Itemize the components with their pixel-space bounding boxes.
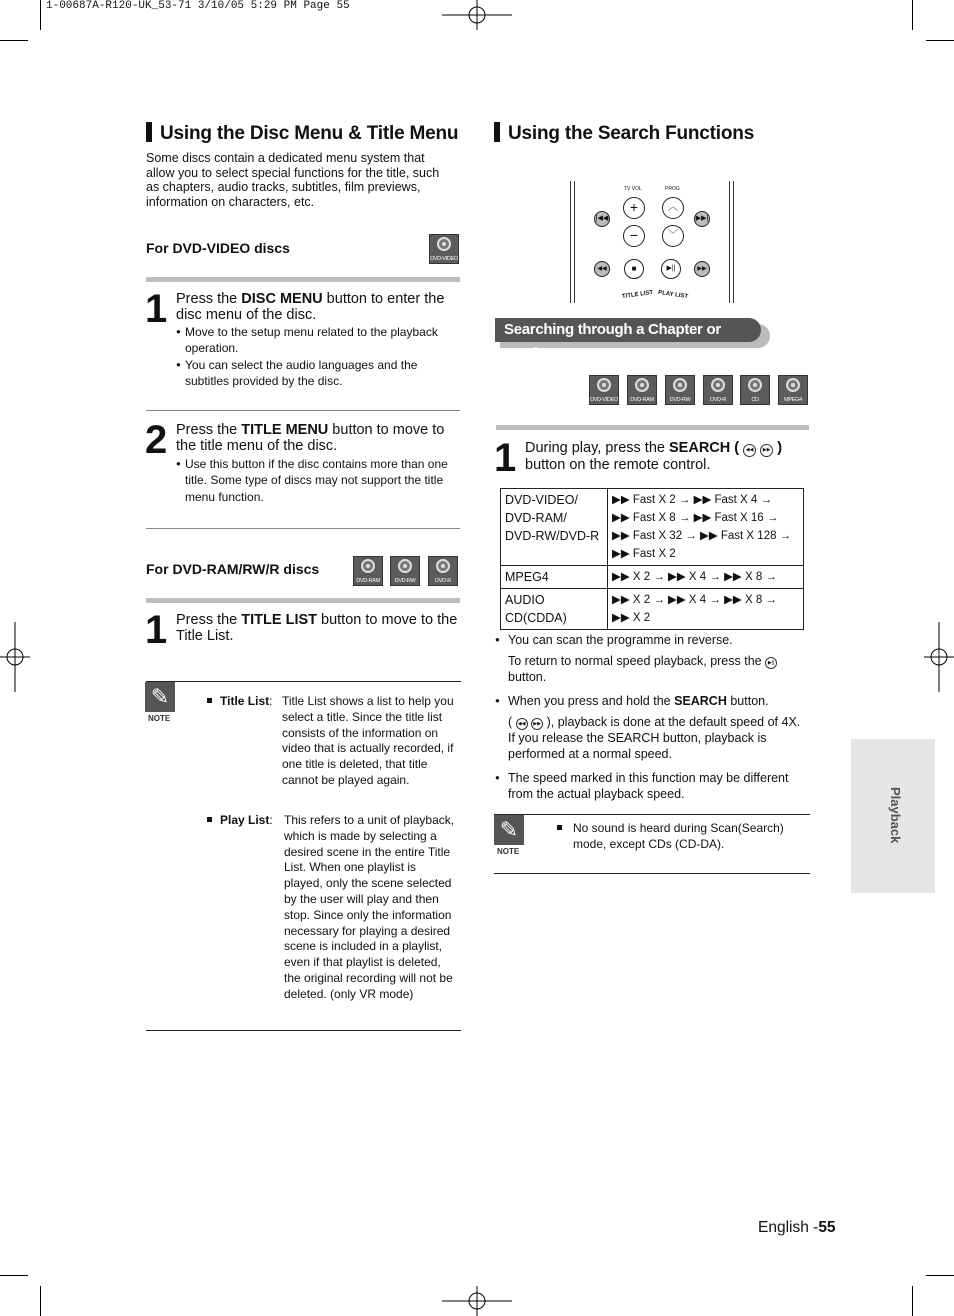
banner-search-chapter: Searching through a Chapter or Track [495, 318, 761, 342]
note-label: NOTE [148, 714, 171, 723]
crop-mark [912, 0, 913, 30]
dvd-ram-disc-icon: DVD-RAM [627, 375, 657, 405]
chevron-up-icon: ︿ [662, 197, 684, 219]
bullet-hold-search: ● When you press and hold the SEARCH button. [495, 694, 769, 708]
chevron-down-icon: ﹀ [662, 225, 684, 247]
divider [146, 1030, 461, 1031]
section-title-disc-menu: Using the Disc Menu & Title Menu [146, 122, 458, 145]
registration-mark [924, 622, 954, 692]
search-forward-icon: ▶▶ [760, 444, 773, 457]
step-text-search: During play, press the SEARCH ( ◀◀ ▶▶ ) button on the remote control. [525, 440, 783, 473]
dvd-ram-disc-icon: DVD-RAM [353, 556, 383, 586]
crop-mark [0, 1275, 28, 1276]
crop-mark [40, 0, 41, 30]
divider [146, 410, 460, 411]
cd-disc-icon: CD [740, 375, 770, 405]
divider [494, 814, 810, 815]
dvd-video-heading: For DVD-VIDEO discs [146, 240, 290, 256]
crop-mark [40, 1286, 41, 1316]
step-bullets [176, 456, 458, 505]
fast-forward-icon: ▶▶ [694, 261, 710, 277]
page-footer: English -55 [758, 1219, 836, 1236]
step-number: 2 [145, 418, 166, 462]
bullet-default-speed: ( ◀◀ ▶▶ ), playback is done at the default speed of 4X. If you release the SEARCH button, playback is performed at a normal speed. [508, 715, 801, 761]
play-list-label: PLAY LIST [657, 289, 689, 301]
search-forward-icon: ▶▶ [531, 718, 543, 730]
divider [494, 873, 810, 874]
crop-mark [926, 40, 954, 41]
step-text-title-list: Press the TITLE LIST button to move to the Title List. [176, 612, 458, 644]
search-back-icon: ◀◀ [516, 718, 528, 730]
divider [146, 528, 460, 529]
divider [496, 425, 809, 430]
skip-forward-icon: ▶▶| [694, 211, 710, 227]
dvd-rw-disc-icon: DVD-RW [665, 375, 695, 405]
step-bullets [176, 324, 458, 389]
side-tab-label-wrap [885, 787, 905, 867]
crop-mark [926, 1275, 954, 1276]
speed-cell: ▶▶ Fast X 2 → ▶▶ Fast X 4 → ▶▶ Fast X 8 → ▶▶ Fast X 16 → ▶▶ Fast X 32 → ▶▶ Fast X 128 → ▶▶ Fast X 2 [608, 489, 804, 566]
crop-mark [0, 40, 28, 41]
media-cell: DVD-VIDEO/ DVD-RAM/ DVD-RW/DVD-R [501, 489, 608, 566]
remote-control-illustration [570, 181, 734, 303]
dvd-rw-disc-icon: DVD-RW [390, 556, 420, 586]
registration-mark [442, 1286, 512, 1316]
search-speed-table [500, 488, 804, 630]
dvd-video-disc-icon: DVD-VIDEO [429, 234, 459, 264]
media-cell: MPEG4 [501, 566, 608, 589]
section-title-search: Using the Search Functions [494, 122, 754, 145]
plus-icon: + [623, 197, 645, 219]
step-number: 1 [145, 287, 166, 331]
intro-text: Some discs contain a dedicated menu system that allow you to select special functions for the title, such as chapters, audio tracks, subtitles, film previews, information on characters, etc. [146, 151, 440, 209]
note-label: NOTE [497, 847, 520, 856]
table-row [501, 566, 804, 589]
rewind-icon: ◀◀ [594, 261, 610, 277]
bullet-speed-difference: ● The speed marked in this function may be different from the actual playback speed. [495, 771, 789, 801]
prog-label: PROG [665, 186, 680, 192]
bullet-normal-speed: To return to normal speed playback, press the ▶|| button. [508, 653, 798, 685]
note-item-title-list: Title List: Title List shows a list to help you select a title. Since the title list consists of the information on video that is actually recorded, if one title is deleted, that title cannot be played again. [207, 694, 457, 789]
step-text-title-menu: Press the TITLE MENU button to move to the title menu of the disc. [176, 422, 445, 454]
dvd-r-disc-icon: DVD-R [428, 556, 458, 586]
speed-cell: ▶▶ X 2 → ▶▶ X 4 → ▶▶ X 8 → ▶▶ X 2 [608, 589, 804, 630]
note-pencil-icon: ✎ [494, 815, 524, 845]
media-cell: AUDIO CD(CDDA) [501, 589, 608, 630]
divider [146, 598, 460, 603]
dvd-ram-heading: For DVD-RAM/RW/R discs [146, 561, 320, 577]
divider [146, 277, 460, 282]
side-tab [851, 739, 935, 893]
bullet-scan-reverse: ● You can scan the programme in reverse. [495, 633, 733, 647]
step-number: 1 [145, 608, 166, 652]
divider [146, 681, 461, 682]
search-back-icon: ◀◀ [743, 444, 756, 457]
side-tab-label: Playback [888, 787, 903, 844]
table-row [501, 489, 804, 566]
stop-icon: ■ [624, 259, 644, 279]
dvd-video-disc-icon: DVD-VIDEO [589, 375, 619, 405]
table-row [501, 589, 804, 630]
registration-mark [0, 622, 30, 692]
print-slug: 1-00687A-R120-UK_53-71 3/10/05 5:29 PM Page 55 [46, 0, 350, 12]
bullet-item: ● Use this button if the disc contains more than one title. Some type of discs may not support the title menu function. [176, 456, 458, 505]
step-number: 1 [494, 436, 515, 480]
play-pause-icon: ▶|| [661, 259, 681, 279]
minus-icon: − [623, 225, 645, 247]
bullet-item: ● You can select the audio languages and the subtitles provided by the disc. [176, 357, 458, 390]
play-icon: ▶|| [765, 657, 777, 669]
mpeg4-disc-icon: MPEG4 [778, 375, 808, 405]
step-text-disc-menu: Press the DISC MENU button to enter the disc menu of the disc. [176, 291, 445, 323]
registration-mark [442, 0, 512, 30]
note-item-play-list: Play List: This refers to a unit of playback, which is made by selecting a desired scene in the entire Title List. When one playlist is played, only the scene selected by the user will play and then stop. Since only the information necessary for playing a desired scene is included in a playlist, even if that playlist is deleted, the original recording will not be deleted. (only VR mode) [207, 813, 457, 1003]
note-pencil-icon: ✎ [145, 682, 175, 712]
skip-back-icon: |◀◀ [594, 211, 610, 227]
title-list-label: TITLE LIST [621, 289, 654, 301]
speed-cell: ▶▶ X 2 → ▶▶ X 4 → ▶▶ X 8 → [608, 566, 804, 589]
note-item-no-sound: No sound is heard during Scan(Search) mode, except CDs (CD-DA). [557, 821, 802, 853]
dvd-r-disc-icon: DVD-R [703, 375, 733, 405]
tv-vol-label: TV VOL [624, 186, 642, 192]
bullet-item: ● Move to the setup menu related to the playback operation. [176, 324, 458, 357]
crop-mark [912, 1286, 913, 1316]
